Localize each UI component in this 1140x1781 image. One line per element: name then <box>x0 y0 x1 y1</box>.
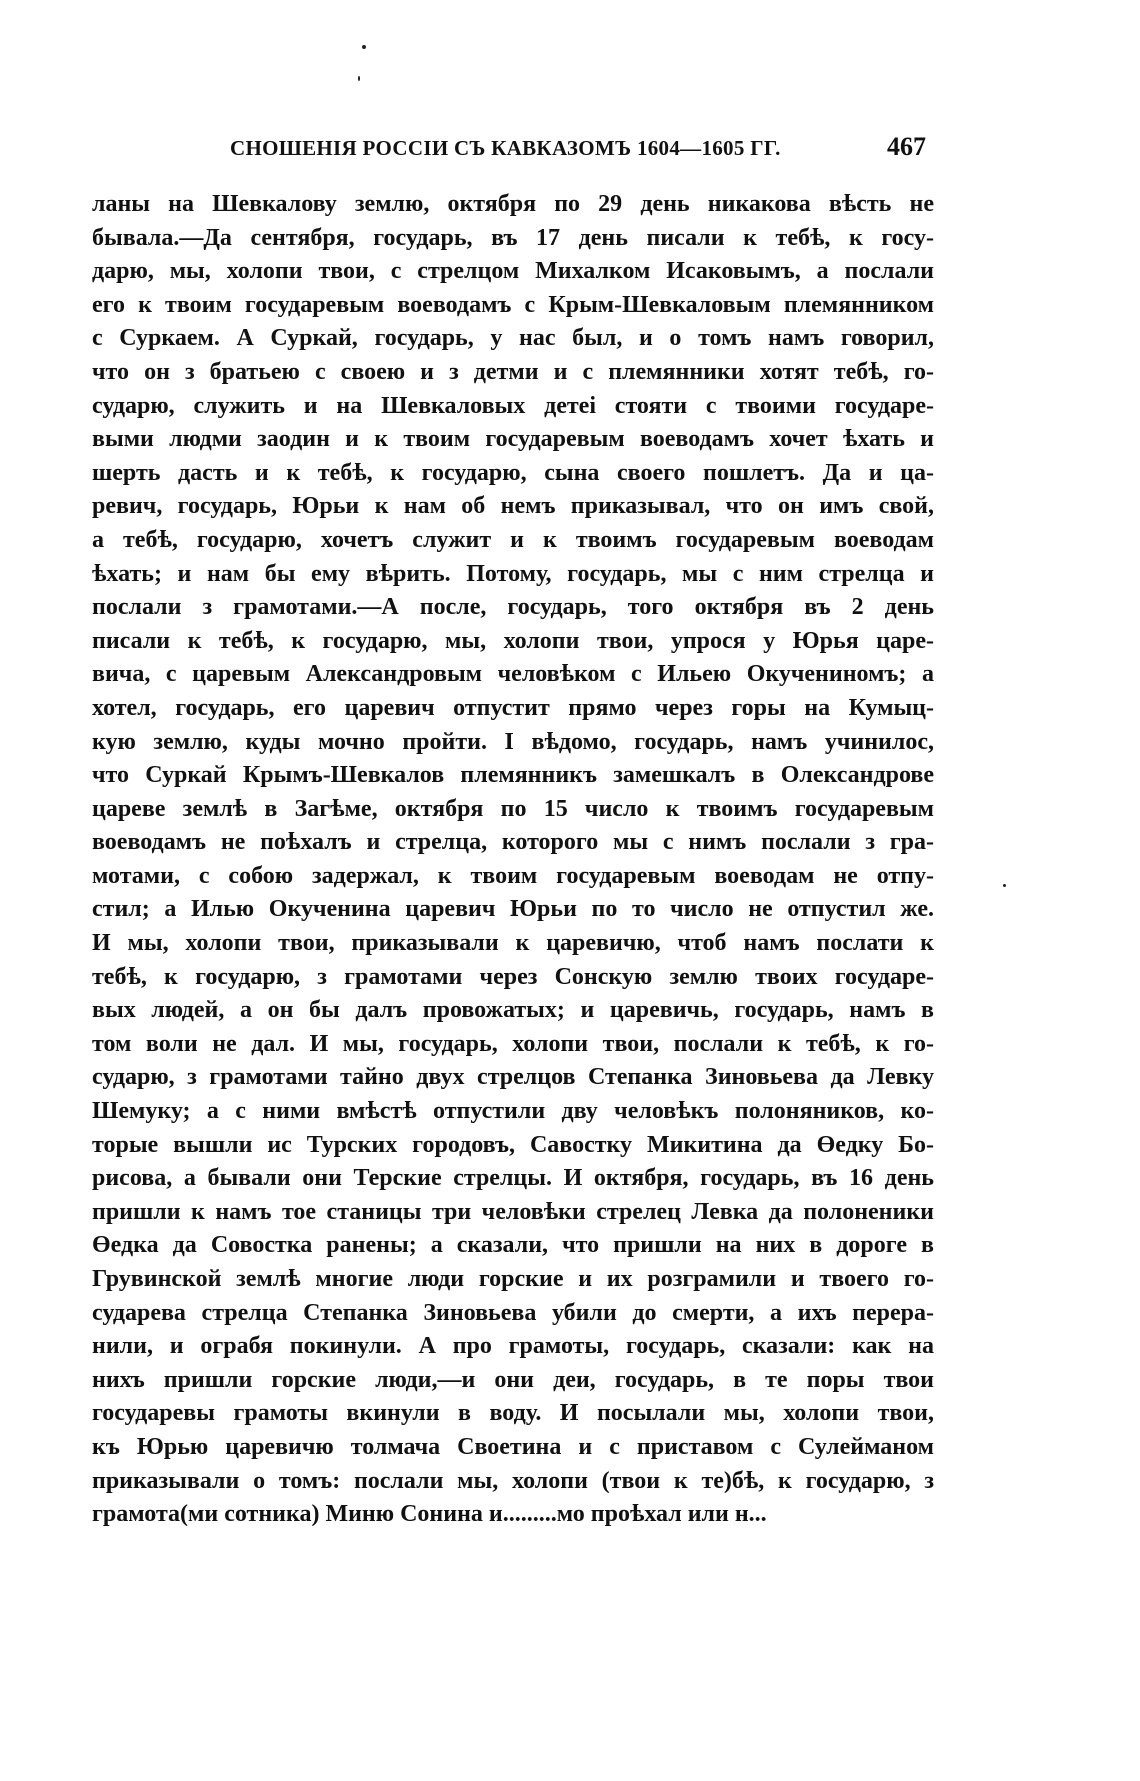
text-line: кую землю, куды мочно пройти. І вѣдомо, государь, намъ учинилос, <box>92 728 934 755</box>
text-line: с Суркаем. А Суркай, государь, у нас был, и о томъ намъ говорил, <box>92 325 934 352</box>
text-line: пришли к намъ тое станицы три человѣки стрелец Левка да полоненики <box>92 1198 934 1225</box>
text-line: тебѣ, к государю, з грамотами через Сонскую землю твоих государе- <box>92 963 934 990</box>
text-line: нили, и ограбя покинули. А про грамоты, государь, сказали: как на <box>92 1333 934 1360</box>
text-line: что Суркай Крымъ-Шевкалов племянникъ замешкалъ в Олександрове <box>92 762 934 789</box>
body-text <box>92 188 934 1532</box>
text-line: сударю, служить и на Шевкаловых детеі стояти с твоими государе- <box>92 392 934 419</box>
text-line: что он з братьею с своею и з детми и с племянники хотят тебѣ, го- <box>92 358 934 385</box>
text-line: а тебѣ, государю, хочетъ служит и к твоимъ государевым воеводам <box>92 526 934 553</box>
text-line: его к твоим государевым воеводамъ с Крым-Шевкаловым племянником <box>92 291 934 318</box>
text-line: бывала.—Да сентября, государь, въ 17 день писали к тебѣ, к госу- <box>92 224 934 251</box>
print-speck <box>362 45 366 49</box>
text-line: И мы, холопи твои, приказывали к царевичю, чтоб намъ послати к <box>92 930 934 957</box>
text-line: писали к тебѣ, к государю, мы, холопи твои, упрося у Юрья царе- <box>92 627 934 654</box>
text-line: выми людми заодин и к твоим государевым воеводамъ хочет ѣхать и <box>92 426 934 453</box>
running-title: СНОШЕНІЯ РОССІИ СЪ КАВКАЗОМЪ 1604—1605 ГГ. <box>230 136 781 160</box>
text-line: ревич, государь, Юрьи к нам об немъ приказывал, что он имъ свой, <box>92 493 934 520</box>
text-line: къ Юрью царевичю толмача Своетина и с приставом с Сулейманом <box>92 1433 934 1460</box>
text-line: мотами, с собою задержал, к твоим государевым воеводам не отпу- <box>92 862 934 889</box>
text-line: Грувинской землѣ многие люди горские и их розграмили и твоего го- <box>92 1266 934 1292</box>
print-speck <box>358 76 360 81</box>
text-line: Шемуку; а с ними вмѣстѣ отпустили дву человѣкъ полоняников, ко- <box>92 1098 934 1125</box>
text-line: том воли не дал. И мы, государь, холопи твои, послали к тебѣ, к го- <box>92 1030 934 1057</box>
text-line: сударю, з грамотами тайно двух стрелцов Степанка Зиновьева да Левку <box>92 1064 934 1091</box>
print-speck <box>1003 884 1006 887</box>
text-line: приказывали о томъ: послали мы, холопи (твои к те)бѣ, к государю, з <box>92 1467 934 1494</box>
text-line: хотел, государь, его царевич отпустит прямо через горы на Кумыц- <box>92 694 934 721</box>
text-line: вича, с царевым Александровым человѣком с Ильею Окучениномъ; а <box>92 661 934 688</box>
text-line: шерть дасть и к тебѣ, к государю, сына своего пошлетъ. Да и ца- <box>92 459 934 486</box>
text-line: цареве землѣ в Загѣме, октября по 15 число к твоимъ государевым <box>92 795 934 822</box>
text-line: торые вышли ис Турских городовъ, Савостку Микитина да Өедку Бо- <box>92 1131 934 1158</box>
running-header <box>230 132 926 168</box>
text-line: ѣхать; и нам бы ему вѣрить. Потому, государь, мы с ним стрелца и <box>92 560 934 587</box>
page-number: 467 <box>887 132 926 161</box>
text-line: нихъ пришли горские люди,—и они деи, государь, в те поры твои <box>92 1366 934 1393</box>
text-line: стил; а Илью Окученина царевич Юрьи по то число не отпустил же. <box>92 896 934 923</box>
text-line: ланы на Шевкалову землю, октября по 29 день никакова вѣсть не <box>92 191 934 217</box>
text-line: вых людей, а он бы далъ провожатых; и царевичь, государь, намъ в <box>92 997 934 1024</box>
text-line: Өедка да Совостка ранены; а сказали, что пришли на них в дороге в <box>92 1232 934 1259</box>
text-line: воеводамъ не поѣхалъ и стрелца, которого мы с нимъ послали з гра- <box>92 829 934 856</box>
text-line: послали з грамотами.—А после, государь, того октября въ 2 день <box>92 594 934 621</box>
text-line: рисова, а бывали они Терские стрелцы. И октября, государь, въ 16 день <box>92 1165 934 1192</box>
text-line: государевы грамоты вкинули в воду. И посылали мы, холопи твои, <box>92 1400 934 1427</box>
text-line: грамота(ми сотника) Миню Сонина и.........мо проѣхал или н... <box>92 1501 767 1528</box>
text-line: сударева стрелца Степанка Зиновьева убили до смерти, а ихъ перера- <box>92 1299 934 1326</box>
text-line: дарю, мы, холопи твои, с стрелцом Михалком Исаковымъ, а послали <box>92 258 934 285</box>
